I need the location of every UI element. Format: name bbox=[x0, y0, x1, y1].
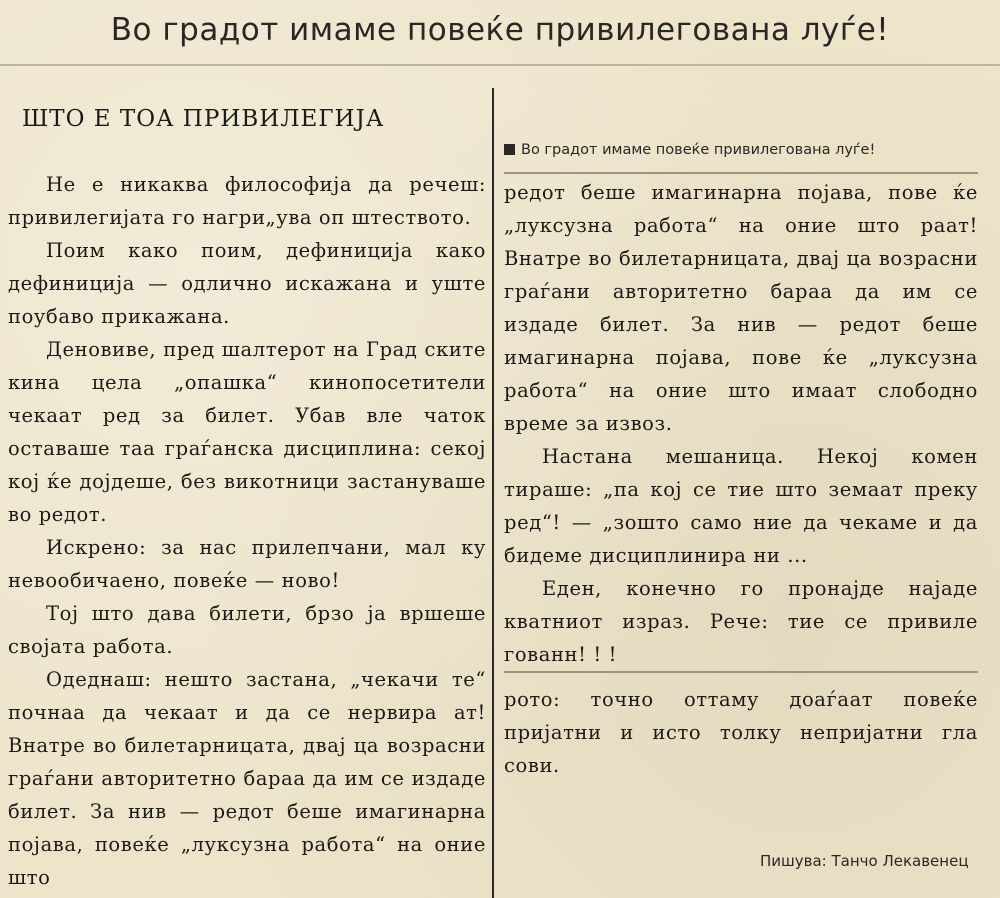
left-column bbox=[8, 96, 486, 894]
paragraph: Искрено: за нас прилепчани, мал ку невообичаено, повеќе — ново! bbox=[8, 536, 486, 592]
column-divider bbox=[492, 88, 494, 898]
right-column bbox=[504, 140, 978, 782]
headline-rule bbox=[0, 64, 1000, 66]
paragraph: Тој што дава билети, брзо ја вршеше својата работа. bbox=[8, 602, 486, 658]
headline: Во градот имаме повеќе привилегована луѓе! bbox=[110, 12, 890, 48]
paragraph: Деновиве, пред шалтерот на Град ските кина цела „опашка“ кинопосетители чекаат ред за билет. Убав вле чаток оставаше таа граѓанска дисциплина: секој кој ќе дојдеше, без викотници застануваше во редот. bbox=[8, 338, 486, 526]
paragraph: Не е никаква философија да речеш: привилегијата го нагри„ува оп штеството. bbox=[8, 173, 486, 229]
continuation-box bbox=[504, 172, 978, 673]
paragraph: Еден, конечно го пронајде најаде кватниот израз. Рече: тие се привиле гованн! ! ! bbox=[504, 577, 978, 666]
continuation-label-text: Во градот имаме повеќе привилегована луѓе! bbox=[521, 142, 876, 158]
paragraph: Настана мешаница. Некој комен тираше: „па кој се тие што земаат преку ред“! — „зошто само ние да чекаме и да бидеме дисциплинира ни ... bbox=[504, 445, 978, 567]
continuation-label bbox=[504, 140, 978, 172]
continuation-body bbox=[504, 176, 978, 671]
paragraph: Поим како поим, дефиниција како дефиниција — одлично искажана и уште поубаво прикажана. bbox=[8, 239, 486, 328]
article-subhead: ШТО Е ТОА ПРИВИЛЕГИЈА bbox=[22, 106, 385, 132]
left-article-body bbox=[8, 156, 486, 894]
paragraph: редот беше имагинарна појава, пове ќе „луксузна работа“ на оние што раат! Внатре во билетарницата, двај ца возрасни граѓани авторитетно бараа да им се издаде билет. За нив — редот беше имагинарна појава, пове ќе „луксузна работа“ на оние што имаат слободно време за извоз. bbox=[504, 181, 978, 435]
tail-text bbox=[504, 683, 978, 782]
paragraph: Одеднаш: нешто застана, „чекачи те“ почнаа да чекаат и да се нервира ат! Внатре во билетарницата, двај ца возрасни граѓани авторитетно бараа да им се издаде билет. За нив — редот беше имагинарна појава, повеќе „луксузна работа“ на оние што bbox=[8, 668, 486, 889]
square-bullet-icon bbox=[504, 144, 515, 155]
byline: Пишува: Танчо Лекавенец bbox=[760, 852, 969, 870]
paragraph: рото: точно оттаму доаѓаат повеќе пријатни и исто толку непријатни гла сови. bbox=[504, 688, 978, 777]
